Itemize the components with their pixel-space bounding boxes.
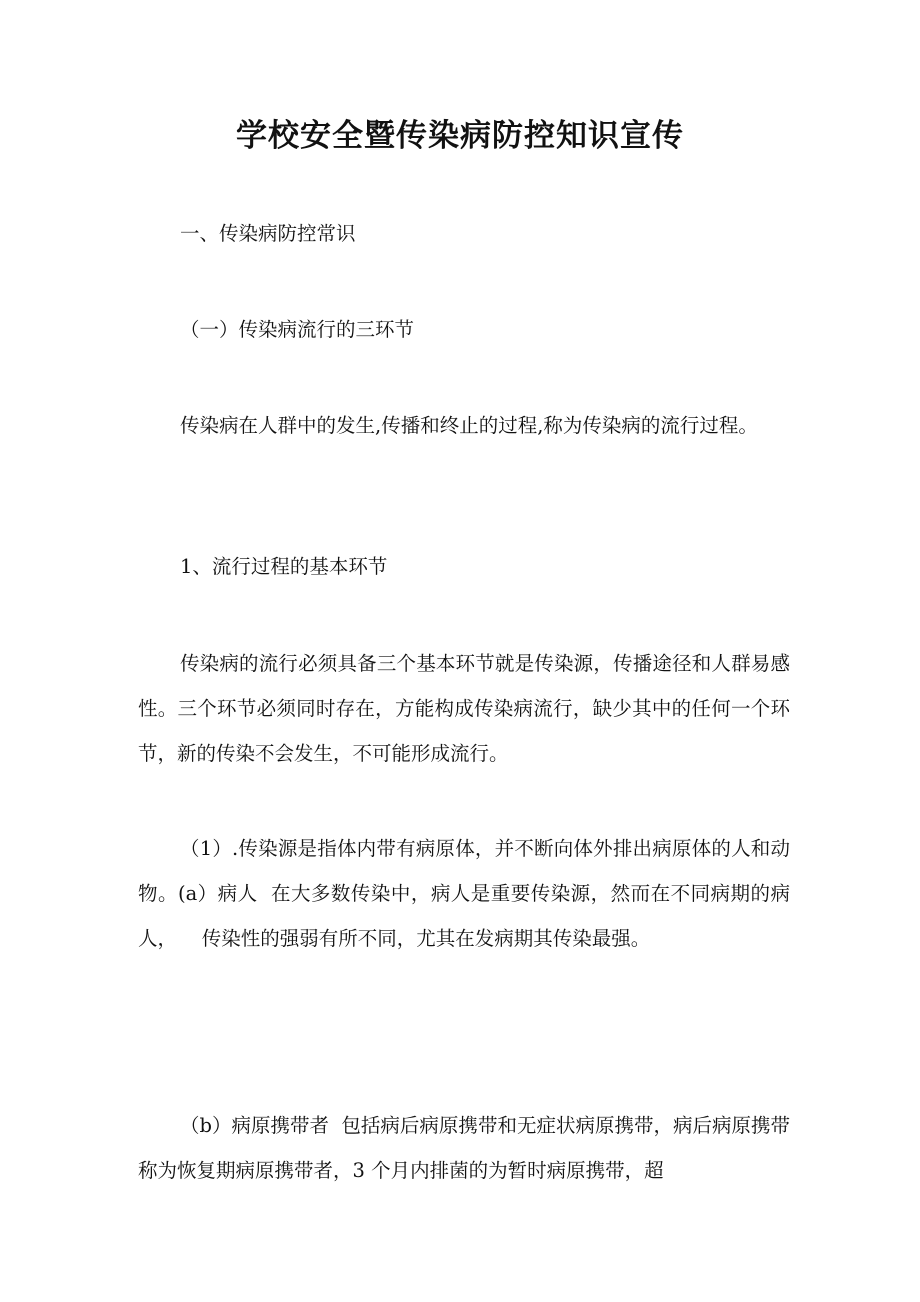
paragraph-epidemic-process: 传染病在人群中的发生,传播和终止的过程,称为传染病的流行过程。	[180, 414, 758, 437]
document-title: 学校安全暨传染病防控知识宣传	[236, 118, 684, 154]
subsection-heading-basic-links: 1、流行过程的基本环节	[180, 555, 388, 578]
paragraph-pathogen-carrier: （b）病原携带者 包括病后病原携带和无症状病原携带，病后病原携带称为恢复期病原携带者，3 个月内排菌的为暂时病原携带，超	[138, 1114, 790, 1182]
subsection-heading-1: （一）传染病流行的三环节	[180, 318, 415, 341]
section-heading-1: 一、传染病防控常识	[180, 222, 356, 245]
paragraph-infection-source: （1）.传染源是指体内带有病原体，并不断向体外排出病原体的人和动物。(a）病人 在大多数传染中，病人是重要传染源，然而在不同病期的病人， 传染性的强弱有所不同，尤其在发病期其传染最强。	[138, 837, 790, 950]
paragraph-three-links: 传染病的流行必须具备三个基本环节就是传染源，传播途径和人群易感性。三个环节必须同时存在，方能构成传染病流行，缺少其中的任何一个环节，新的传染不会发生，不可能形成流行。	[138, 652, 790, 765]
